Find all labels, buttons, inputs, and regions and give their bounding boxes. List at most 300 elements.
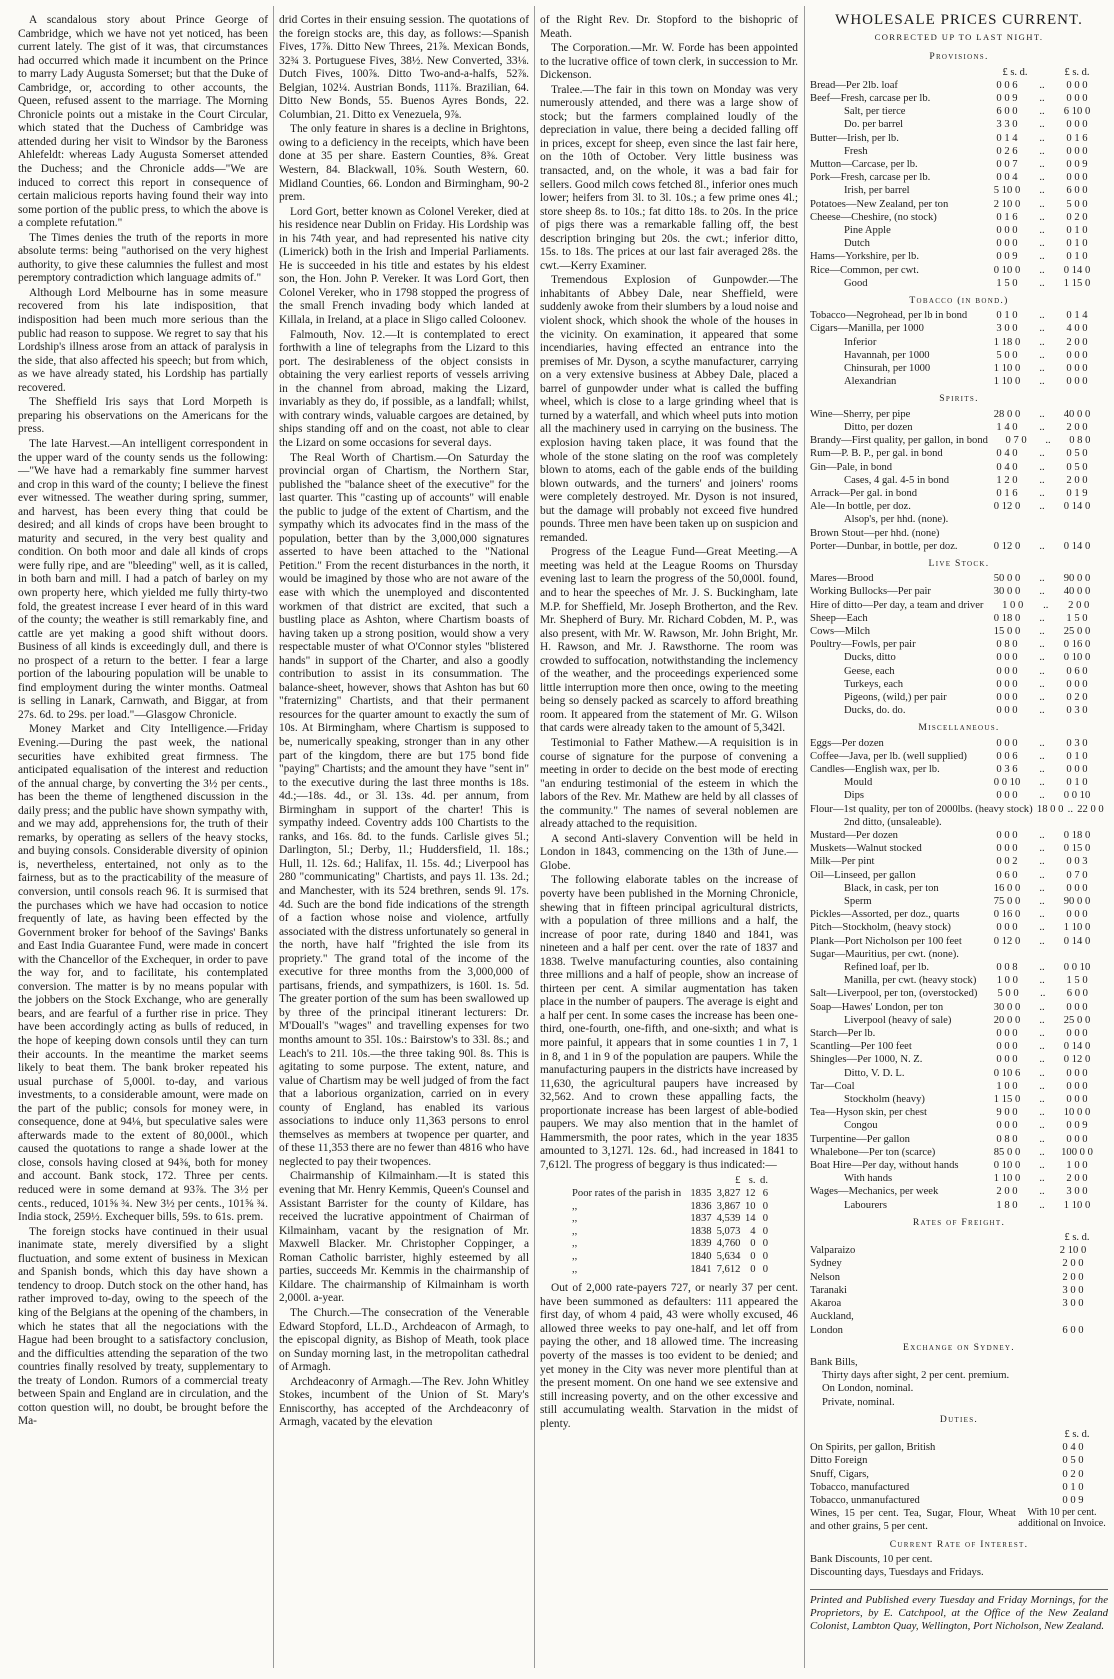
price-item: Dips [844,790,865,802]
row-value: 2 10 0 [1059,1245,1087,1257]
price-item: Inferior [844,336,877,348]
price-low: 0 0 10 [993,777,1021,789]
price-money-header: £ s. d. £ s. d. [1002,66,1090,78]
price-low: 0 0 0 [996,691,1018,703]
price-row [810,250,1108,263]
article-paragraph: The Sheffield Iris says that Lord Morpeth is preparing his observations on the Americans for the press. [18,396,268,436]
price-separator: .. [1039,198,1045,210]
price-row [810,322,1108,335]
text-line: Bank Bills, [810,1356,858,1368]
poor-rate-cell: 0 [762,1263,768,1275]
price-item: Ducks, do. do. [844,705,906,717]
price-high: 1 10 0 [1063,1199,1091,1211]
price-low: 85 0 0 [993,1146,1021,1158]
price-separator: .. [1039,1146,1045,1158]
poor-rate-cell: ,, [572,1263,578,1275]
price-item: Refined loaf, per lb. [844,962,930,974]
price-separator: .. [1039,474,1045,486]
price-item: Rum—P. B. P., per gal. in bond [810,448,943,460]
price-item: Beef—Fresh, carcase per lb. [810,93,931,105]
price-low: 0 6 0 [996,869,1018,881]
poor-rate-cell: 0 [762,1225,768,1237]
price-section-title: Live Stock. [928,557,990,569]
price-separator: .. [1039,119,1045,131]
article-paragraph: A second Anti-slavery Convention will be held in London in 1843, commencing on the 13th of June.—Globe. [540,832,798,872]
price-low: 0 2 6 [996,145,1018,157]
poor-rate-cell: 1840 [690,1251,712,1263]
price-row [810,1172,1108,1185]
price-item: Arrack—Per gal. in bond [810,487,918,499]
price-row [810,1133,1108,1146]
price-low: 0 0 0 [996,665,1018,677]
text-line: Private, nominal. [822,1396,895,1408]
price-separator: .. [1067,803,1073,815]
poor-rate-cell: ,, [572,1225,578,1237]
price-separator: .. [1039,896,1045,907]
price-row [810,961,1108,974]
article-paragraph: The late Harvest.—An intelligent correspondent in the upper ward of the county sends us the following:—"We have had a remarkably fine summer harvest and crop in this ward of the county; I believe the finest ever witnessed. The weather during spring, summer, and harvest, has been every thing that could be desired; and all kinds of crops have been brought to maturity and secured, in the very best quality and condition. On both moor and dale all kinds of crops were fully ripe, and are "bleeding" well, as it is called, in both barn and mill. I had a patch of barley on my own property here, which yielded me fully thirty-two fold, the greatest increase I ever heard of in this ward of the county; the weather is still remarkably fine, and cattle are yet making a good shift without doors. Business of all kinds is exceedingly dull, and there is no prospect of a return to the better. I fear a large portion of the labouring population will be unable to find employment during the winter months. Oatmeal is selling in Lanark, Carnwath, and Biggar, at from 27s. 6d. to 29s. per load."—Glasgow Chronicle. [18,437,268,721]
row-label: Akaroa [810,1298,842,1310]
price-low: 50 0 0 [993,573,1021,585]
price-high: 0 14 0 [1063,1041,1091,1053]
table-row [810,1310,1108,1323]
article-paragraph: Chairmanship of Kilmainham.—It is stated this evening that Mr. Henry Kemmis, Queen's Counsel and Assistant Barrister for the county of Kildare, has received the lucrative appointment of Chairman of Kilmainham, vacant by the resignation of Mr. Maxwell Blacker. Mr. Christopher Coppinger, a Roman Catholic barrister, highly esteemed by all parties, succeeds Mr. Kemmis in the chairmanship of Kildare. The chairmanship of Kilmainham is worth 2,000l. a-year. [279,1170,529,1305]
price-high: 0 0 0 [1066,882,1088,894]
row-value: 2 0 0 [1062,1258,1084,1270]
row-value: 0 2 0 [1062,1468,1084,1480]
poor-rate-cell: 10 [744,1200,756,1212]
article-paragraph: Archdeaconry of Armagh.—The Rev. John Whitley Stokes, incumbent of the Union of St. Mary's Enniscorthy, has accepted of the Archdeaconry of Armagh, vacated by the elevation [279,1375,529,1429]
price-high: 0 5 0 [1066,448,1088,460]
price-low: 0 0 4 [996,172,1018,184]
price-high: 0 2 0 [1066,211,1088,223]
price-row [810,921,1108,934]
text-line: On London, nominal. [822,1383,914,1395]
price-row [810,935,1108,948]
price-item: Manilla, per cwt. (heavy stock) [844,975,977,987]
price-item: Ale—In bottle, per doz. [810,501,911,513]
price-high: 25 0 0 [1063,1014,1091,1026]
prices-title: WHOLESALE PRICES CURRENT. [835,12,1083,28]
price-low: 0 4 0 [996,448,1018,460]
price-low: 0 0 0 [996,705,1018,717]
poor-rate-cell: 1841 [690,1263,712,1275]
price-item: Cigars—Manilla, per 1000 [810,323,924,335]
poor-rate-cell: ,, [572,1200,578,1212]
price-item: Good [844,277,868,289]
price-high: 0 1 0 [1066,777,1088,789]
price-low: 0 0 0 [996,1120,1018,1132]
article-paragraph: The foreign stocks have continued in their usual inanimate state, merely diversified by a slight fluctuation, and some extent of business in Mexican and Spanish bonds, which this day have shown a tendency to droop. Dutch stock on the other hand, has rather improved to-day, owing to the speech of the king of the Belgians at the opening of the chambers, in which he states that all the negociations with the Hague had been brought to a satisfactory conclusion, and the difficulties attending the separation of the two countries finally resolved by treaty, supplementary to the treaty of London. Rumors of a commercial treaty between Spain and England are in circulation, and the cotton question will, no doubt, be brought before the Ma- [18,1225,268,1428]
poor-rate-row [570,1226,770,1239]
price-high: 0 0 0 [1066,1001,1088,1013]
price-item: Muskets—Walnut stocked [810,843,922,855]
price-separator: .. [1039,238,1045,250]
price-separator: .. [1039,93,1045,105]
article-paragraph: The Real Worth of Chartism.—On Saturday the provincial organ of Chartism, the Northern Star, published the "balance sheet of the executive" for the last quarter. This "casting up of accounts" will enable the public to judge of the extent of Chartism, and the sympathy which its advocates find in the mass of the population, better than by the 3,000,000 signatures asserted to have been attached to the "National Petition." From the recent disturbances in the north, it would be imagined by those who are not aware of the ease with which the unemployed and discontented workmen of that district are excited, that such a bustling place as Ashton, where Chartism boasts of having taken up a strong position, would show a very respectable muster of what O'Connor styles "blistered hands" in support of the Charter, and also a goodly contribution to assist in its consummation. The balance-sheet, however, shows that Ashton has but 60 "fraternizing" Chartists, and that their permanent resources for the quarter amount to exactly the sum of 10s. At Birmingham, where Chartism is supposed to be, numerically speaking, stronger than in any other part of the kingdom, there are but 175 bond fide "paying" Chartists; and the amount they have "sent in" to the executive during the last three months is 18s. 4d.;—18s. 4d., or 3l. 13s. 4d. per annum, from Birmingham in support of the charter! This is sympathy indeed. Coventry adds 100 Chartists to the ranks, and 16s. 8d. to the funds. Carlisle gives 5l.; Darlington, 5l.; Derby, 1l.; Huddersfield, 1l. 18s.; Hull, 1l. 12s. 6d.; Halifax, 1l. 15s. 4d.; Liverpool has 280 "communicating" Chartists, and pays 1l. 13s. 2d.; and Manchester, with its 524 brethren, sends 9l. 17s. 4d. Such are the bond fide indications of the strength of a faction whose noise and violence, artfully associated with the distress unfortunately so general in the north, have half "frighted the isle from its propriety." The grand total of the income of the executive for three months from the 3,000,000 of partisans, friends, and sympathizers, is 160l. 1s. 5d. The greater portion of the sum has been swallowed up by three of the principal itinerant lecturers: Dr. M'Douall's "wages" and travelling expenses for two months amount to 35l. 10s.: Bairstow's to 33l. 8s.; and Leach's to 21l. 10s.—the three taking 90l. 8s. This is agitating to some purpose. The extent, nature, and value of Chartism may be well judged of from the fact that a laborious organization, carried on in every county of England, has enabled its various associations to induce only 11,363 persons to enrol themselves as members at twopence per quarter, and of these 11,353 there are no fewer than 4816 who have neglected to pay their twopences. [279,451,529,1168]
price-high: 2 0 0 [1068,599,1090,611]
price-item: Stockholm (heavy) [844,1094,925,1106]
poor-rate-cell: 1836 [690,1200,712,1212]
price-row [810,737,1108,750]
price-low: 1 10 0 [993,376,1021,388]
duties-money-header: £ s. d. [1064,1428,1090,1440]
table-row [810,1494,1108,1507]
price-high: 6 10 0 [1063,106,1091,118]
price-low: 0 0 0 [996,238,1018,250]
price-separator: .. [1039,264,1045,276]
price-row [810,1093,1108,1106]
price-row [810,763,1108,776]
price-separator: .. [1039,573,1045,585]
price-separator: .. [1039,1120,1045,1132]
price-separator: .. [1039,501,1045,513]
price-low: 0 0 6 [996,750,1018,762]
price-row [810,908,1108,921]
article-paragraph: Tralee.—The fair in this town on Monday was very numerously attended, and there was a large show of stock; but the farmers complained loudly of the depreciation in value, there being a decided falling off in prices, except for sheep, even since the last fair here, on the 10th of October. Very little business was transacted, and, on the whole, it was a bad fair for sellers. Good milch cows fetched 8l., inferior ones much lower; heifers from 3l. to 3l. 10s.; a few prime ones 4l.; store sheep 8s. to 10s.; fat ditto 18s. to 20s. In the price of pigs there was a remarkable falling off, the best description bringing but 20s. the cwt.; inferior ditto, 15s. to 18s. The prices at our last fair averaged 28s. the cwt.—Kerry Examiner. [540,83,798,272]
price-item: Cows—Milch [810,625,871,637]
price-item: Ducks, ditto [844,652,896,664]
price-row [810,408,1108,421]
price-low: 0 4 0 [996,461,1018,473]
price-separator: .. [1039,159,1045,171]
price-separator: .. [1039,323,1045,335]
price-low: 0 16 0 [993,909,1021,921]
poor-rate-cell: 12 [744,1188,756,1200]
price-high: 0 5 0 [1066,461,1088,473]
duties-wines-label: Wines, 15 per cent. Tea, Sugar, Flour, Wheat and other grains, 5 per cent. [810,1508,1016,1533]
price-low: 0 12 0 [993,540,1021,552]
article-paragraph: The following elaborate tables on the increase of poverty have been published in the Morning Chronicle, shewing that in fifteen principal agricultural districts, with a population of three millions and a half, the increase of poor rate, during 1840 and 1841, was nineteen and a half per cent. over the rate of 1837 and 1838. Twelve manufacturing counties, also containing three millions and a half of people, show an increase of thirteen per cent. A similar augmentation has taken place in the number of paupers. The average is eight and a half per cent. In some cases the increase has been one-third, one-fourth, one-fifth, and one-sixth; and what is more painful, it appears that in some counties 1 in 7, 1 in 8, and 1 in 9 of the population are paupers. While the manufacturing paupers in the districts have increased by 11,630, the agricultural paupers have increased by 32,562. And to crown these appalling facts, the proportionate increase has been largest of able-bodied paupers. We may also mention that in the hamlet of Hammersmith, the poor rates, which in the year 1835 amounted to 3,127l. 12s. 6d., had increased in 1841 to 7,612l. The progress of beggary is thus indicated:— [540,874,798,1171]
price-item: Labourers [844,1199,887,1211]
price-high: 0 0 0 [1066,1094,1088,1106]
article-paragraph: Falmouth, Nov. 12.—It is contemplated to erect forthwith a line of telegraphs from the Lizard to this port. The desirableness of the object consists in obtaining the very earliest reports of vessels arriving in the channel from abroad, making the Lizard, invariably as they do, if possible, as a landfall; whilst, with contrary winds, valuable cargoes are detained, by ships standing off and on the coast, not able to clear the Lizard on some occasions for several days. [279,328,529,449]
row-label: Snuff, Cigars, [810,1468,869,1480]
price-row [810,869,1108,882]
price-item: Wine—Sherry, per pipe [810,408,911,420]
price-separator: .. [1039,106,1045,118]
price-item: Liverpool (heavy of sale) [844,1014,952,1026]
price-item: Bread—Per 2lb. loaf [810,79,898,91]
row-value: 0 5 0 [1062,1455,1084,1467]
price-item: Mustard—Per dozen [810,829,898,841]
price-high: 0 0 3 [1066,856,1088,868]
price-high: 2 0 0 [1066,1173,1088,1185]
duties-wines-row [810,1507,1108,1533]
price-high: 22 0 0 [1077,803,1104,815]
price-low: 1 18 0 [993,336,1021,348]
price-high: 0 0 0 [1066,119,1088,131]
price-row [810,599,1108,612]
price-low: 1 10 0 [993,363,1021,375]
price-high: 3 0 0 [1066,1186,1088,1198]
price-separator: .. [1039,1094,1045,1106]
price-low: 1 0 0 [996,1080,1018,1092]
price-item: Ditto, per dozen [844,421,913,433]
price-low: 3 0 0 [996,323,1018,335]
price-row [810,750,1108,763]
price-high: 0 0 10 [1063,790,1091,802]
price-row [810,158,1108,171]
price-row [810,638,1108,651]
price-high: 0 0 0 [1066,1067,1088,1079]
table-row [810,1481,1108,1494]
duties-table [810,1441,1108,1507]
poor-rate-cell: 0 [750,1238,756,1250]
row-label: Tobacco, unmanufactured [810,1494,920,1506]
price-separator: .. [1039,540,1045,552]
price-separator: .. [1039,211,1045,223]
price-item: Oil—Linseed, per gallon [810,869,916,881]
article-paragraph: The Times denies the truth of the reports in more absolute terms: being "authorised on the very highest authority, to give these calumnies the fullest and most peremptory contradiction which language admits of." [18,231,268,285]
row-label: Valparaizo [810,1245,856,1257]
price-high: 0 14 0 [1063,935,1091,947]
price-high: 0 14 0 [1063,264,1091,276]
price-high: 0 0 0 [1066,909,1088,921]
price-high: 0 0 0 [1066,763,1088,775]
price-item: Hams—Yorkshire, per lb. [810,251,919,263]
price-separator: .. [1039,829,1045,841]
freight-title: Rates of Freight. [912,1216,1006,1228]
price-high: 4 0 0 [1066,323,1088,335]
price-separator: .. [1039,922,1045,934]
price-item: Brandy—First quality, per gallon, in bond [810,435,988,447]
price-item: Pigeons, (wild,) per pair [844,691,947,703]
price-separator: .. [1039,843,1045,855]
price-separator: .. [1039,1186,1045,1198]
poor-rate-cell: 4,539 [716,1213,741,1225]
duties-wines-note: With 10 per cent. additional on Invoice. [1018,1507,1106,1530]
prices-subtitle: CORRECTED UP TO LAST NIGHT. [874,32,1044,43]
duties-title: Duties. [939,1413,979,1425]
price-separator: .. [1039,691,1045,703]
price-high: 1 5 0 [1066,612,1088,624]
poor-rate-cell: 1839 [690,1238,712,1250]
price-item: Tar—Coal [810,1080,855,1092]
price-high: 0 1 6 [1066,132,1088,144]
price-row [810,678,1108,691]
column-2 [279,14,529,1431]
price-row [810,198,1108,211]
price-separator: .. [1043,599,1049,611]
price-low: 0 0 0 [996,225,1018,237]
price-item: Whalebone—Per ton (scarce) [810,1146,936,1158]
price-row [810,803,1108,816]
price-high: 0 2 0 [1066,691,1088,703]
price-item: Eggs—Per dozen [810,737,884,749]
pounds-header: £ [735,1175,741,1187]
price-low: 0 12 0 [993,501,1021,513]
price-low: 1 8 0 [996,1199,1018,1211]
price-high: 0 0 0 [1066,1133,1088,1145]
interest-title: Current Rate of Interest. [889,1538,1029,1550]
article-paragraph: Testimonial to Father Mathew.—A requisition is in course of signature for the purpose of convening a meeting in order to decide on the best mode of erecting "an enduring testimonial of the esteem in which the labors of the Rev. Mr. Mathew are held by all classes of the community." The names of several noblemen are already attached to the requisition. [540,736,798,831]
price-high: 0 1 0 [1066,238,1088,250]
price-high: 0 0 0 [1066,376,1088,388]
poor-rate-row [570,1251,770,1264]
row-label: London [810,1324,843,1336]
price-row [810,500,1108,513]
price-item: Soap—Hawes' London, per ton [810,1001,944,1013]
price-low: 1 10 0 [993,1173,1021,1185]
price-separator: .. [1039,1133,1045,1145]
price-row [810,1080,1108,1093]
price-low: 9 0 0 [996,1107,1018,1119]
price-low: 2 10 0 [993,198,1021,210]
pence-header: d. [760,1175,768,1187]
price-row [810,540,1108,553]
row-value: 6 0 0 [1062,1324,1084,1336]
price-row [810,1014,1108,1027]
price-row [810,948,1108,961]
column-rule [534,6,535,1668]
price-low: 1 5 0 [996,277,1018,289]
price-separator: .. [1039,1067,1045,1079]
price-item: Alsop's, per hhd. (none). [844,514,949,526]
price-low: 0 0 9 [996,93,1018,105]
poor-rates-table [570,1175,770,1276]
price-low: 0 1 0 [996,310,1018,322]
price-section-title: Spirits. [939,393,979,405]
price-row [810,461,1108,474]
price-item: Pine Apple [844,225,891,237]
price-row [810,612,1108,625]
price-high: 0 0 0 [1066,349,1088,361]
price-item: Do. per barrel [844,119,904,131]
price-high: 0 18 0 [1063,829,1091,841]
exchange-lines [810,1356,1108,1409]
price-separator: .. [1039,612,1045,624]
poor-rates-rows [570,1188,770,1276]
text-line: Discounting days, Tuesdays and Fridays. [810,1566,984,1578]
price-high: 0 0 0 [1066,1028,1088,1040]
price-separator: .. [1039,750,1045,762]
price-separator: .. [1039,225,1045,237]
price-separator: .. [1039,461,1045,473]
price-separator: .. [1039,652,1045,664]
price-item: Shingles—Per 1000, N. Z. [810,1054,923,1066]
price-low: 0 0 0 [996,922,1018,934]
price-low: 0 8 0 [996,1133,1018,1145]
price-separator: .. [1039,1107,1045,1119]
price-separator: .. [1039,251,1045,263]
price-high: 0 8 0 [1069,435,1091,447]
row-label: Auckland, [810,1311,854,1323]
column-3 [540,14,798,1432]
price-separator: .. [1039,625,1045,637]
price-high: 0 0 9 [1066,159,1088,171]
price-row [810,1027,1108,1040]
price-row [810,349,1108,362]
row-value: 0 1 0 [1062,1481,1084,1493]
price-separator: .. [1039,586,1045,598]
price-low: 0 0 0 [996,843,1018,855]
price-low: 0 1 6 [996,487,1018,499]
price-low: 0 18 0 [993,612,1021,624]
price-low: 18 0 0 [1036,803,1064,815]
poor-rate-row [570,1188,770,1201]
exchange-title: Exchange on Sydney. [903,1341,1015,1353]
price-row [810,816,1108,829]
price-high: 0 14 0 [1063,501,1091,513]
table-row [810,1271,1108,1284]
price-separator: .. [1039,1028,1045,1040]
freight-money-header: £ s. d. [1064,1232,1090,1244]
price-separator: .. [1039,1160,1045,1172]
price-high: 90 0 0 [1063,573,1091,585]
price-item: Turkeys, each [844,678,904,690]
price-low: 0 3 6 [996,763,1018,775]
poor-rate-cell: 0 [762,1213,768,1225]
price-low: 3 3 0 [996,119,1018,131]
price-low: 1 15 0 [993,1094,1021,1106]
article-paragraph: drid Cortes in their ensuing session. The quotations of the foreign stocks are, this day, as follows:—Spanish Fives, 17⅞. Ditto New Threes, 21⅞. Mexican Bonds, 32¾ 3. Portuguese Fives, 38½. New Converted, 33⅛. Dutch Fives, 100⅞. Ditto Two-and-a-halfs, 52⅞. Belgian, 102¼. Austrian Bonds, 111⅞. Brazilian, 64. Ditto New Bonds, 55. Buenos Ayres Bonds, 22. Columbian, 21. Ditto ex Venezuela, 9⅞. [279,14,529,121]
price-item: Turpentine—Per gallon [810,1133,910,1145]
price-separator: .. [1039,376,1045,388]
price-item: Black, in cask, per ton [844,882,939,894]
article-paragraph: The only feature in shares is a decline in Brightons, owing to a deficiency in the receipts, which have been done at 35 per share. Eastern Counties, 8⅜. Great Western, 84. Blackwall, 10⅝. South Western, 60. Midland Counties, 66. London and Birmingham, 90-2 prem. [279,123,529,204]
poor-rate-cell: ,, [572,1213,578,1225]
price-low: 0 0 0 [996,1054,1018,1066]
price-separator: .. [1039,882,1045,894]
price-low: 0 10 6 [993,1067,1021,1079]
price-row [810,1001,1108,1014]
price-separator: .. [1039,79,1045,91]
price-separator: .. [1039,790,1045,802]
price-row [810,513,1108,526]
price-row [810,145,1108,158]
price-low: 0 0 0 [996,1028,1018,1040]
price-row [810,987,1108,1000]
price-separator: .. [1039,132,1045,144]
price-section-title: Miscellaneous. [918,722,1000,734]
price-high: 0 1 0 [1066,225,1088,237]
price-row [810,704,1108,717]
price-separator: .. [1039,705,1045,717]
poor-rate-cell: 1837 [690,1213,712,1225]
price-separator: .. [1039,935,1045,947]
article-paragraph: Tremendous Explosion of Gunpowder.—The inhabitants of Abbey Dale, near Sheffield, were suddenly awoke from their slumbers by a loud noise and violent shock, which shook the whole of the houses in the vicinity. On examination, it appeared that some incendiaries, having effected an entrance into the premises of Mr. Dyson, a scythe manufacturer, carrying on a very extensive business at Abbey Dale, placed a barrel of gunpowder under what is called the buffing wheel, which is close to a large grinding wheel that is turned by a waterfall, and which wheel puts into motion all the machinery used in carrying on the business. The explosion having taken place, it was found that the whole of the stone slating on the roof was completely blown to atoms, each of the gable ends of the building blown outwards, and the turners' and joiners' rooms were completely destroyed. Mr. Dyson is not insured, but the damage will probably not exceed five hundred pounds. Three men have been taken up on suspicion and remanded. [540,274,798,544]
price-item: Salt—Liverpool, per ton, (overstocked) [810,988,978,1000]
poor-rate-cell: 4,760 [716,1238,741,1250]
column-3-articles-top [540,14,798,1172]
price-low: 1 0 0 [1002,599,1024,611]
price-low: 2 0 0 [996,1186,1018,1198]
price-high: 1 0 0 [1066,1160,1088,1172]
price-low: 1 2 0 [996,474,1018,486]
column-3-articles-bottom [540,1282,798,1431]
price-low: 0 0 9 [996,251,1018,263]
price-separator: .. [1039,145,1045,157]
price-row [810,1053,1108,1066]
price-item: With hands [844,1173,893,1185]
price-row [810,776,1108,789]
price-separator: .. [1039,310,1045,322]
table-row [810,1257,1108,1270]
poor-rate-cell: 5,634 [716,1251,741,1263]
price-item: Congou [844,1120,878,1132]
price-high: 0 0 0 [1066,145,1088,157]
price-row [810,105,1108,118]
price-high: 0 1 9 [1066,487,1088,499]
price-item: Milk—Per pint [810,856,875,868]
prices-current-column [810,14,1108,1633]
price-high: 5 0 0 [1066,198,1088,210]
price-low: 0 0 0 [996,1041,1018,1053]
row-label: Sydney [810,1258,842,1270]
table-row [810,1244,1108,1257]
poor-rate-cell: 0 [762,1200,768,1212]
